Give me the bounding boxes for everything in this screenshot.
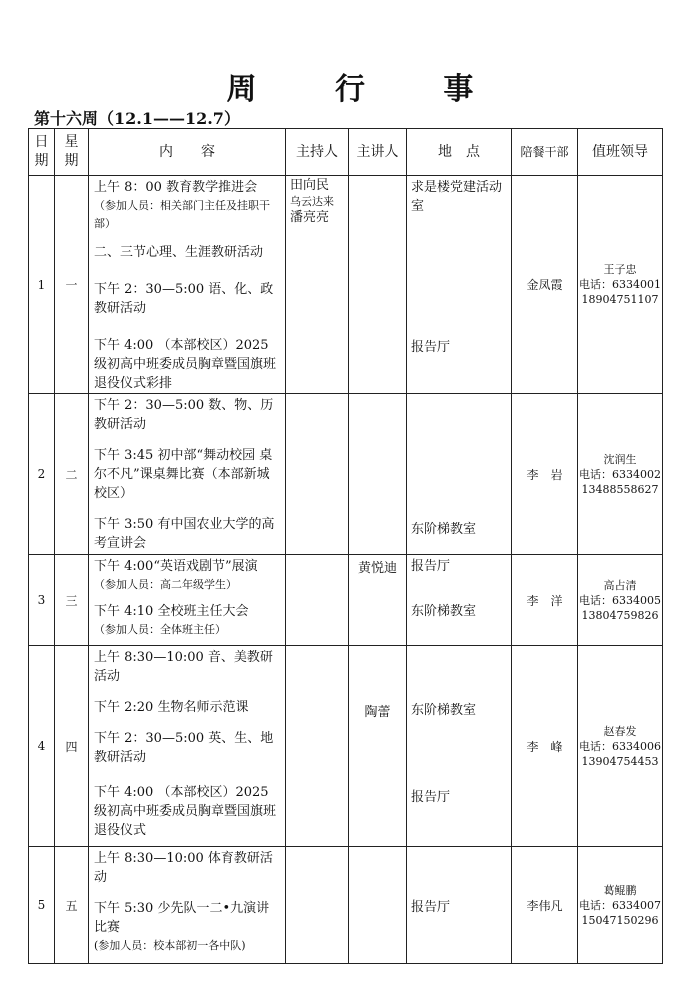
header-row xyxy=(29,129,663,176)
event-item xyxy=(94,602,281,639)
header-host: 主持人 xyxy=(286,129,349,176)
date-cell: 3 xyxy=(29,555,55,646)
weekday-cell: 三 xyxy=(55,555,89,646)
speaker-cell xyxy=(349,394,407,555)
header-meal: 陪餐干部 xyxy=(512,129,578,176)
speaker-cell: 黄悦迪 xyxy=(349,555,407,646)
meal-cell: 金凤霞 xyxy=(512,176,578,394)
location-text: 报告厅 xyxy=(411,790,451,805)
location-text: 东阶梯教室 xyxy=(411,703,477,718)
event-item: 上午 8:30—10:00 体育教研活动 xyxy=(94,851,273,885)
event-text: 下午 4:10 全校班主任大会 xyxy=(94,604,249,619)
weekday-cell: 四 xyxy=(55,646,89,847)
event-item: 上午 8:30—10:00 音、美教研活动 xyxy=(94,650,273,684)
event-item: 下午 2:20 生物名师示范课 xyxy=(94,700,249,715)
duty-name: 赵春发 xyxy=(603,724,637,738)
duty-cell xyxy=(578,555,663,646)
duty-phone: 电话：6334001 xyxy=(579,278,661,291)
event-item xyxy=(94,557,281,594)
location-text: 东阶梯教室 xyxy=(411,522,477,537)
date-cell: 5 xyxy=(29,847,55,964)
duty-mobile: 13804759826 xyxy=(581,608,659,622)
content-cell xyxy=(89,555,286,646)
page-title: 周 行 事 xyxy=(226,72,508,107)
event-text: 下午 5:30 少先队一二•九演讲比赛 xyxy=(94,901,270,935)
header-duty: 值班领导 xyxy=(578,129,663,176)
event-item: 下午 4:00 （本部校区）2025 级初高中班委成员胸章暨国旗班退役仪式彩排 xyxy=(94,338,277,391)
duty-cell xyxy=(578,176,663,394)
speaker-cell xyxy=(349,847,407,964)
weekday-cell: 五 xyxy=(55,847,89,964)
meal-cell: 李 峰 xyxy=(512,646,578,847)
duty-mobile: 18904751107 xyxy=(581,293,659,306)
date-cell: 4 xyxy=(29,646,55,847)
date-cell: 2 xyxy=(29,394,55,555)
duty-cell xyxy=(578,394,663,555)
speaker-cell xyxy=(349,646,407,847)
event-item: 下午 2：30—5:00 数、物、历教研活动 xyxy=(94,398,274,432)
schedule-table xyxy=(28,128,663,964)
duty-name: 沈润生 xyxy=(603,452,637,466)
header-location: 地 点 xyxy=(407,129,512,176)
header-date: 日期 xyxy=(29,129,55,176)
event-note: （参加人员：高二年级学生） xyxy=(94,578,237,591)
event-text: 上午 8：00 教育教学推进会 xyxy=(94,180,258,195)
host-cell xyxy=(286,646,349,847)
week-label: 第十六周（12.1——12.7） xyxy=(34,109,240,128)
duty-mobile: 15047150296 xyxy=(581,913,659,927)
event-item: 下午 2：30—5:00 语、化、政教研活动 xyxy=(94,282,274,316)
host-cell xyxy=(286,394,349,555)
duty-phone: 电话：6334007 xyxy=(579,898,661,912)
event-item xyxy=(94,899,281,955)
header-weekday: 星期 xyxy=(55,129,89,176)
host-cell xyxy=(286,176,349,394)
location-text: 报告厅 xyxy=(411,340,451,355)
meal-cell: 李 岩 xyxy=(512,394,578,555)
event-note: （参加人员：全体班主任） xyxy=(94,623,226,636)
speaker-cell xyxy=(349,176,407,394)
table-row xyxy=(29,176,663,394)
event-item xyxy=(94,178,281,233)
meal-cell: 李 洋 xyxy=(512,555,578,646)
duty-name: 葛鲲鹏 xyxy=(603,883,637,897)
duty-name: 高占清 xyxy=(603,578,637,592)
content-cell xyxy=(89,176,286,394)
weekday-cell: 二 xyxy=(55,394,89,555)
duty-cell xyxy=(578,847,663,964)
host-name: 潘亮亮 xyxy=(290,210,330,225)
table-row xyxy=(29,646,663,847)
duty-phone: 电话：6334006 xyxy=(579,739,661,753)
host-name: 田向民 xyxy=(290,178,330,193)
table-row xyxy=(29,555,663,646)
location-text: 报告厅 xyxy=(411,559,451,574)
event-text: 下午 4:00“英语戏剧节”展演 xyxy=(94,559,258,574)
host-name: 乌云达来 xyxy=(290,195,334,208)
duty-phone: 电话：6334002 xyxy=(579,467,661,481)
table-row xyxy=(29,847,663,964)
event-note: （参加人员：相关部门主任及挂职干部） xyxy=(94,199,270,230)
header-speaker: 主讲人 xyxy=(349,129,407,176)
location-text: 报告厅 xyxy=(411,900,451,915)
date-cell: 1 xyxy=(29,176,55,394)
event-item: 二、三节心理、生涯教研活动 xyxy=(94,245,264,260)
duty-phone: 电话：6334005 xyxy=(579,593,661,607)
location-cell xyxy=(407,847,512,964)
location-cell xyxy=(407,176,512,394)
location-cell xyxy=(407,394,512,555)
duty-mobile: 13488558627 xyxy=(581,482,659,496)
event-item: 下午 3:50 有中国农业大学的高考宣讲会 xyxy=(94,517,275,551)
event-item: 下午 2：30—5:00 英、生、地教研活动 xyxy=(94,731,274,765)
host-cell xyxy=(286,847,349,964)
location-text: 求是楼党建活动室 xyxy=(411,180,503,214)
table-row xyxy=(29,394,663,555)
content-cell xyxy=(89,847,286,964)
meal-cell: 李伟凡 xyxy=(512,847,578,964)
location-text: 东阶梯教室 xyxy=(411,604,477,619)
content-cell xyxy=(89,394,286,555)
event-note: (参加人员：校本部初一各中队) xyxy=(94,939,246,952)
event-item: 下午 3:45 初中部“舞动校园 桌尔不凡”课桌舞比赛（本部新城校区） xyxy=(94,448,273,501)
location-cell xyxy=(407,646,512,847)
weekday-cell: 一 xyxy=(55,176,89,394)
location-cell xyxy=(407,555,512,646)
content-cell xyxy=(89,646,286,847)
speaker-name: 陶蕾 xyxy=(364,705,391,720)
duty-cell xyxy=(578,646,663,847)
header-content: 内 容 xyxy=(89,129,286,176)
host-cell xyxy=(286,555,349,646)
duty-mobile: 13904754453 xyxy=(581,754,659,768)
duty-name: 王子忠 xyxy=(603,263,637,276)
event-item: 下午 4:00 （本部校区）2025 级初高中班委成员胸章暨国旗班退役仪式 xyxy=(94,785,277,838)
